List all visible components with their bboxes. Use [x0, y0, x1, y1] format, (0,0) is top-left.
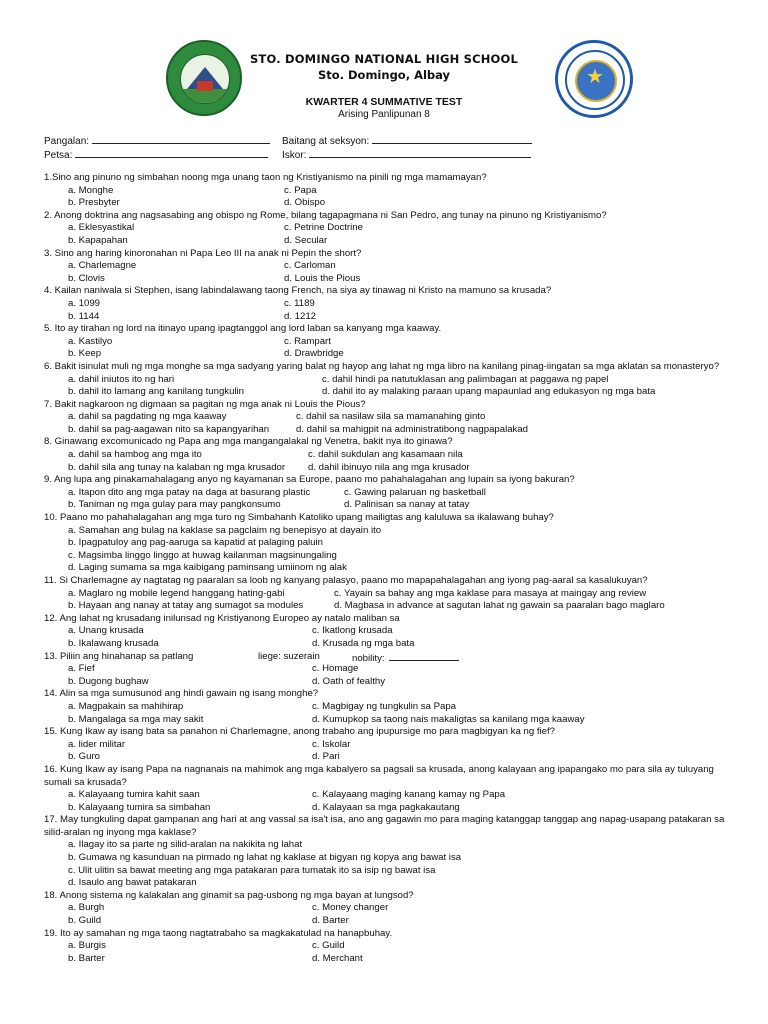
option-d: d. Merchant	[312, 952, 363, 964]
option-a: a. lider militar	[68, 738, 126, 750]
date-line[interactable]	[75, 148, 268, 158]
option-c: c. Yayain sa bahay ang mga kaklase para masaya at maingay ang review	[334, 587, 647, 599]
option-d: d. Kalayaan sa mga pagkakautang	[312, 801, 460, 813]
option-b: b. Ikalawang krusada	[68, 637, 159, 649]
option-c: c. Iskolar	[312, 738, 351, 750]
score-field[interactable]	[282, 148, 531, 161]
option-a: a. Fief	[68, 663, 95, 675]
option-a: a. Ilagay ito sa parte ng silid-aralan na nakikita ng lahat	[68, 839, 303, 851]
question-stem: 8. Ginawang excomunicado ng Papa ang mga mangangalakal ng Venetra, bakit nya ito ginawa?	[44, 436, 453, 448]
school-name: STO. DOMINGO NATIONAL HIGH SCHOOL	[249, 52, 519, 66]
option-d: d. Laging sumama sa mga kaibigang paminsang umiinom ng alak	[68, 562, 347, 574]
option-a: a. Burgh	[68, 902, 105, 914]
option-b: b. Ipagpatuloy ang pag-aaruga sa kapatid at palaging paluin	[68, 537, 323, 549]
option-a: a. dahil sa pagdating ng mga kaaway	[68, 411, 227, 423]
option-b: b. Mangalaga sa mga may sakit	[68, 713, 204, 725]
question-stem: 11. Si Charlemagne ay nagtatag ng paaralan sa loob ng kanyang palasyo, paano mo mapapahalagahan ang iyong pag-aaral sa kasalukuyan?	[44, 575, 648, 586]
score-line[interactable]	[309, 148, 531, 158]
option-b: b. Clovis	[68, 272, 105, 284]
option-c: c. Magsimba linggo linggo at huwag kailanman magsinungaling	[68, 549, 337, 561]
option-a: a. 1099	[68, 297, 101, 309]
option-a: a. Maglaro ng mobile legend hanggang hating-gabi	[68, 587, 285, 599]
question-stem: 6. Bakit isinulat muli ng mga monghe sa mga sadyang yaring balat ng hayop ang lahat ng mga libro na kanilang pinag-iingatan sa mga aklatan sa monasteryo?	[44, 360, 720, 372]
question-13	[44, 651, 734, 689]
question-19	[44, 928, 734, 966]
option-d: d. dahil sa mahigpit na administratibong nagpapalakad	[296, 423, 529, 435]
date-label: Petsa:	[44, 150, 73, 161]
option-b: b. dahil ito lamang ang kanilang tungkulin	[68, 386, 245, 398]
option-c: c. Carloman	[284, 260, 336, 272]
option-a: a. Monghe	[68, 184, 114, 196]
question-1	[44, 172, 734, 210]
option-c: c. Ulit ulitin sa bawat meeting ang mga patakaran para tumatak ito sa isip ng bawat isa	[68, 864, 436, 876]
option-a: a. dahil iniutos ito ng hari	[68, 373, 175, 385]
option-b: b. Dugong bughaw	[68, 675, 149, 687]
option-a: a. Samahan ang bulag na kaklase sa pagclaim ng benepisyo at dayain ito	[68, 524, 382, 536]
option-d: d. Krusada ng mga bata	[312, 637, 415, 649]
test-subject: Arising Panlipunan 8	[338, 109, 430, 120]
question-8	[44, 436, 734, 474]
question-stem: 13. Piliin ang hinahanap sa patlang	[44, 650, 194, 662]
question-12	[44, 613, 734, 651]
option-c: c. Rampart	[284, 335, 331, 347]
option-d: d. Barter	[312, 915, 349, 927]
question-stem: 15. Kung Ikaw ay isang bata sa panahon ni Charlemagne, anong trabaho ang ipupursige mo para magbigyan ka ng fief?	[44, 726, 555, 738]
option-b: b. Barter	[68, 952, 105, 964]
question-3	[44, 248, 734, 286]
option-c: c. Ikatlong krusada	[312, 625, 393, 637]
name-field[interactable]	[44, 134, 270, 147]
option-b: b. Hayaan ang nanay at tatay ang sumagot sa modules	[68, 600, 304, 612]
option-a: a. Itapon dito ang mga patay na daga at basurang plastic	[68, 486, 311, 498]
section-label: Baitang at seksyon:	[282, 136, 370, 147]
option-b: b. Guild	[68, 915, 102, 927]
question-stem: 4. Kailan naniwala si Stephen, isang labindalawang taong French, na siya ay tinawag ni Kristo na mamuno sa krusada?	[44, 285, 552, 297]
question-9	[44, 474, 734, 512]
question-17	[44, 814, 734, 890]
option-d: d. Kumupkop sa taong nais makaligtas sa kanilang mga kaaway	[312, 713, 585, 725]
option-a: a. Kalayaang tumira kahit saan	[68, 789, 200, 801]
name-line[interactable]	[92, 134, 270, 144]
name-label: Pangalan:	[44, 136, 90, 147]
option-b: b. dahil sila ang tunay na kalaban ng mga krusador	[68, 461, 286, 473]
option-d: d. dahil ito ay malaking paraan upang mapaunlad ang edukasyon ng mga bata	[322, 386, 656, 398]
option-b: b. Kalayaang tumira sa simbahan	[68, 801, 211, 813]
option-b: b. Presbyter	[68, 197, 120, 209]
option-b: b. Keep	[68, 348, 102, 360]
question-stem: 10. Paano mo pahahalagahan ang mga turo ng Simbahanh Katoliko upang mailigtas ang kaluluwa sa ikalawang buhay?	[44, 512, 554, 524]
question-11	[44, 575, 734, 613]
option-d: d. Palinisan sa nanay at tatay	[344, 499, 470, 511]
option-d: d. Pari	[312, 751, 340, 763]
answer-blank[interactable]	[389, 651, 459, 661]
option-d: d. Oath of fealthy	[312, 675, 386, 687]
question-stem: 17. May tungkuling dapat gampanan ang hari at ang vassal sa isa't isa, ano ang gagawin mo para maging katanggap tanggap ang napag-usapang patakaran sa silid-aralan ng inyong mga kaklase?	[44, 814, 725, 838]
question-stem: 7. Bakit nagkaroon ng digmaan sa pagitan ng mga anak ni Louis the Pious?	[44, 398, 366, 410]
option-b: b. Kapapahan	[68, 234, 128, 246]
question-10	[44, 512, 734, 575]
option-c: c. Magbigay ng tungkulin sa Papa	[312, 700, 456, 712]
date-field[interactable]	[44, 148, 268, 161]
question-stem: 18. Anong sistema ng kalakalan ang ginamit sa pag-usbong ng mga bayan at lungsod?	[44, 889, 414, 901]
option-a: a. Kastilyo	[68, 335, 113, 347]
question-14	[44, 688, 734, 726]
option-c: c. Gawing palaruan ng basketball	[344, 486, 486, 498]
option-d: d. Secular	[284, 234, 328, 246]
option-d: d. 1212	[284, 310, 317, 322]
option-b: b. Taniman ng mga gulay para may pangkonsumo	[68, 499, 281, 511]
question-16	[44, 764, 734, 814]
option-b: b. Guro	[68, 751, 100, 763]
option-c: c. 1189	[284, 297, 315, 309]
option-b: b. Gumawa ng kasunduan na pirmado ng lahat ng kaklase at bigyan ng kopya ang bawat isa	[68, 852, 462, 864]
question-stem: 14. Alin sa mga sumusunod ang hindi gawain ng isang monghe?	[44, 688, 319, 700]
option-a: a. Burgis	[68, 940, 106, 952]
analogy-pair: liege: suzerain	[258, 650, 320, 662]
school-place: Sto. Domingo, Albay	[317, 68, 451, 82]
test-title: KWARTER 4 SUMMATIVE TEST	[305, 96, 463, 108]
option-a: a. Magpakain sa mahihirap	[68, 700, 184, 712]
option-a: a. Unang krusada	[68, 625, 144, 637]
option-b: b. 1144	[68, 310, 100, 322]
question-7	[44, 399, 734, 437]
question-stem: 16. Kung Ikaw ay isang Papa na nagnanais na mahimok ang mga kabalyero sa pagsali sa krusada, anong kalayaan ang ipapangako mo para sila ay tuluyang sumali sa krusada?	[44, 763, 714, 788]
school-seal-icon: ★	[555, 40, 633, 118]
option-c: c. Money changer	[312, 902, 389, 914]
option-c: c. dahil sa nasilaw sila sa mamanahing ginto	[296, 411, 486, 423]
option-a: a. Charlemagne	[68, 260, 137, 272]
option-b: b. dahil sa pag-aagawan nito sa kapangyarihan	[68, 423, 270, 435]
question-4	[44, 285, 734, 323]
option-c: c. dahil hindi pa natutuklasan ang palimbagan at paggawa ng papel	[322, 373, 609, 385]
question-18	[44, 890, 734, 928]
option-c: c. Guild	[312, 940, 345, 952]
option-a: a. Eklesyastikal	[68, 222, 135, 234]
option-c: c. Kalayaang maging kanang kamay ng Papa	[312, 789, 506, 801]
question-stem: 19. Ito ay samahan ng mga taong nagtatrabaho sa magkakatulad na hanapbuhay.	[44, 927, 393, 939]
option-d: d. dahil ibinuyo nila ang mga krusador	[308, 461, 470, 473]
score-label: Iskor:	[282, 150, 307, 161]
option-c: c. Homage	[312, 663, 359, 675]
question-2	[44, 210, 734, 248]
question-stem: 2. Anong doktrina ang nagsasabing ang obispo ng Rome, bilang tagapagmana ni San Pedro, ang tunay na pinuno ng Kristiyanismo?	[44, 209, 607, 221]
option-d: d. Obispo	[284, 197, 326, 209]
question-list	[44, 172, 734, 965]
option-c: c. Papa	[284, 184, 317, 196]
question-15	[44, 726, 734, 764]
section-field[interactable]	[282, 134, 532, 147]
question-stem: 3. Sino ang haring kinoronahan ni Papa Leo III na anak ni Pepin the short?	[44, 247, 362, 259]
option-a: a. dahil sa hambog ang mga ito	[68, 449, 202, 461]
option-d: d. Isaulo ang bawat patakaran	[68, 877, 197, 889]
question-stem: 9. Ang lupa ang pinakamahalagang anyo ng kayamanan sa Europe, paano mo pahahalagahan ang lupain sa iyong bakuran?	[44, 474, 575, 486]
option-d: d. Magbasa in advance at sagutan lahat ng gawain sa paaralan bago maglaro	[334, 600, 665, 612]
section-line[interactable]	[372, 134, 532, 144]
option-c: c. Petrine Doctrine	[284, 222, 363, 234]
option-d: d. Drawbridge	[284, 348, 344, 360]
question-5	[44, 323, 734, 361]
question-stem: 1.Sino ang pinuno ng simbahan noong mga unang taon ng Kristiyanismo na pinili ng mga mamamayan?	[44, 172, 487, 183]
question-6	[44, 361, 734, 399]
option-d: d. Louis the Pious	[284, 272, 361, 284]
option-c: c. dahil sukdulan ang kasamaan nila	[308, 449, 463, 461]
question-stem: 5. Ito ay tirahan ng lord na itinayo upang ipagtanggol ang lord laban sa kanyang mga kaaway.	[44, 323, 442, 335]
question-stem: 12. Ang lahat ng krusadang inilunsad ng Kristiyanong Europeo ay natalo maliban sa	[44, 612, 400, 624]
analogy-word: nobility:	[352, 652, 385, 664]
